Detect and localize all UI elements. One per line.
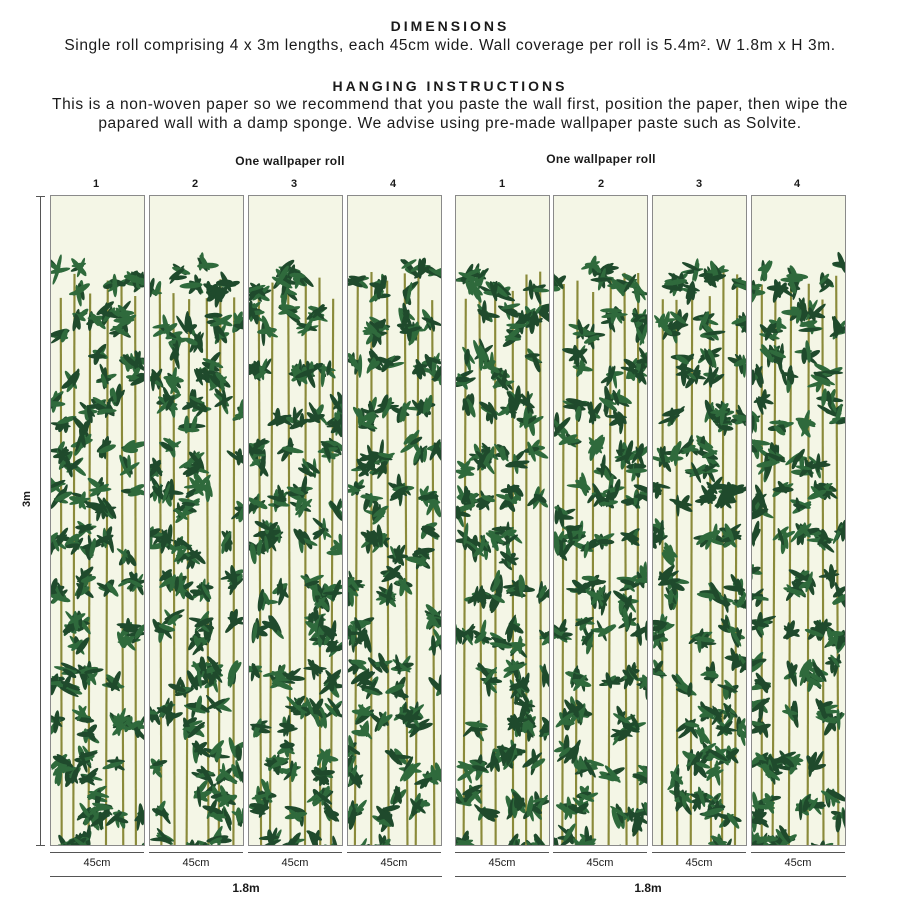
bamboo-pattern: [554, 196, 647, 845]
roll-1-panel-2-number: 2: [191, 178, 199, 190]
roll-1-panel-3-width: 45cm: [281, 857, 309, 869]
roll-1-panel-3-width-line: [248, 852, 342, 853]
roll-1-panel-3: [248, 195, 343, 846]
roll-1-panel-1-number: 1: [92, 178, 100, 190]
height-label: 3m: [20, 491, 33, 507]
roll-1-panel-4-number: 4: [389, 178, 397, 190]
bamboo-pattern: [653, 196, 746, 845]
roll-1-panel-3-number: 3: [290, 178, 298, 190]
roll-1-panel-2-width-line: [149, 852, 243, 853]
roll-1-panel-1-width-line: [50, 852, 144, 853]
roll-2-panel-4-width-line: [751, 852, 845, 853]
hanging-text: This is a non-woven paper so we recommend that you paste the wall first, position the paper, then wipe the papared wall with a damp sponge. We advise using pre-made wallpaper paste such as Solvite.: [52, 96, 848, 132]
bamboo-pattern: [249, 196, 342, 845]
roll-2-total-width: 1.8m: [634, 881, 662, 895]
roll-1-title: One wallpaper roll: [235, 154, 345, 168]
roll-1-panel-1: [50, 195, 145, 846]
roll-1-total-width: 1.8m: [232, 881, 260, 895]
roll-1-panel-4-width: 45cm: [380, 857, 408, 869]
roll-1-total-line: [50, 876, 442, 877]
roll-2-panel-1-number: 1: [498, 178, 506, 190]
roll-1-panel-4-width-line: [347, 852, 441, 853]
hanging-heading: HANGING INSTRUCTIONS: [332, 78, 568, 94]
roll-2-panel-1-width: 45cm: [488, 857, 516, 869]
roll-2-panel-1-width-line: [455, 852, 549, 853]
roll-1-panel-2: [149, 195, 244, 846]
dimensions-text: Single roll comprising 4 x 3m lengths, each 45cm wide. Wall coverage per roll is 5.4m². W 1.8m x H 3m.: [64, 37, 836, 54]
bamboo-pattern: [348, 196, 441, 845]
roll-1-panel-4: [347, 195, 442, 846]
roll-2-panel-1: [455, 195, 550, 846]
roll-2-panel-2-width: 45cm: [586, 857, 614, 869]
bamboo-pattern: [752, 196, 845, 845]
roll-2-panel-3-number: 3: [695, 178, 703, 190]
roll-2-title: One wallpaper roll: [546, 152, 656, 166]
bamboo-pattern: [150, 196, 243, 845]
roll-2-panel-2-number: 2: [597, 178, 605, 190]
roll-1-panel-2-width: 45cm: [182, 857, 210, 869]
height-cap-top: [36, 196, 45, 197]
bamboo-pattern: [456, 196, 549, 845]
roll-2-panel-2: [553, 195, 648, 846]
height-cap-bottom: [36, 845, 45, 846]
roll-2-total-line: [455, 876, 846, 877]
roll-1-panel-1-width: 45cm: [83, 857, 111, 869]
roll-2-panel-3-width: 45cm: [685, 857, 713, 869]
roll-2-panel-4-width: 45cm: [784, 857, 812, 869]
roll-2-panel-3: [652, 195, 747, 846]
roll-2-panel-3-width-line: [652, 852, 746, 853]
roll-2-panel-4: [751, 195, 846, 846]
height-line: [40, 196, 41, 846]
bamboo-pattern: [51, 196, 144, 845]
roll-2-panel-4-number: 4: [793, 178, 801, 190]
roll-2-panel-2-width-line: [553, 852, 647, 853]
dimensions-heading: DIMENSIONS: [390, 18, 510, 34]
